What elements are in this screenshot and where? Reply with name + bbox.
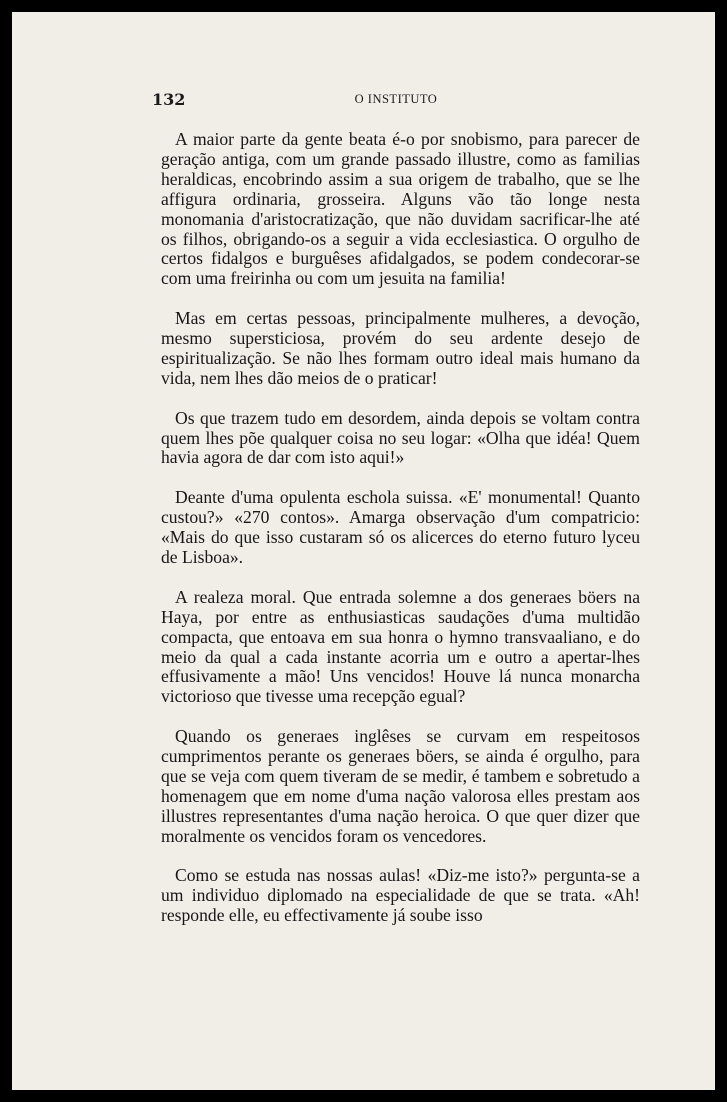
page-number: 132 — [152, 90, 186, 109]
paragraph: A maior parte da gente beata é-o por snobismo, para parecer de geração antiga, com um grande passado illustre, como as familias heraldicas, encobrindo assim a sua origem de trabalho, que se lhe affigura ordinaria, grosseira. Alguns vão tão longe nesta monomania d'aristocratização, que não duvidam sacrificar-lhe até os filhos, obrigando-os a seguir a vida ecclesiastica. O orgulho de certos fidalgos e burguêses afidalgados, se podem condecorar-se com uma freirinha ou com um jesuita na familia! — [161, 129, 640, 289]
paragraph: Como se estuda nas nossas aulas! «Diz-me isto?» pergunta-se a um individuo diplomado na especialidade de que se trata. «Ah! responde elle, eu effectivamente já soube isso — [161, 865, 640, 926]
paragraph: Os que trazem tudo em desordem, ainda depois se voltam contra quem lhes põe qualquer coisa no seu logar: «Olha que idéa! Quem havia agora de dar com isto aqui!» — [161, 407, 640, 468]
body-text — [161, 130, 640, 946]
book-page — [12, 12, 715, 1090]
running-head — [152, 90, 640, 112]
paragraph: A realeza moral. Que entrada solemne a dos generaes böers na Haya, por entre as enthusiasticas saudações d'uma multidão compacta, que entoava em sua honra o hymno transvaaliano, e do meio da qual a cada instante acorria um e outro a apertar-lhes effusivamente a mão! Uns vencidos! Houve lá nunca monarcha victorioso que tivesse uma recepção egual? — [161, 586, 640, 707]
running-title: O INSTITUTO — [354, 92, 438, 106]
paragraph: Mas em certas pessoas, principalmente mulheres, a devoção, mesmo supersticiosa, provém do seu ardente desejo de espiritualização. Se não lhes formam outro ideal mais humano da vida, nem lhes dão meios de o praticar! — [161, 308, 640, 388]
paragraph: Quando os generaes inglêses se curvam em respeitosos cumprimentos perante os generaes böers, se ainda é orgulho, para que se veja com quem tiveram de se medir, é tambem e sobretudo a homenagem que em nome d'uma nação valorosa elles prestam aos illustres representantes d'uma nação heroica. O que quer dizer que moralmente os vencidos foram os vencedores. — [161, 726, 640, 846]
paragraph: Deante d'uma opulenta eschola suissa. «E' monumental! Quanto custou?» «270 contos». Amarga observação d'um compatricio: «Mais do que isso custaram só os alicerces do eterno futuro lyceu de Lisboa». — [161, 487, 640, 567]
